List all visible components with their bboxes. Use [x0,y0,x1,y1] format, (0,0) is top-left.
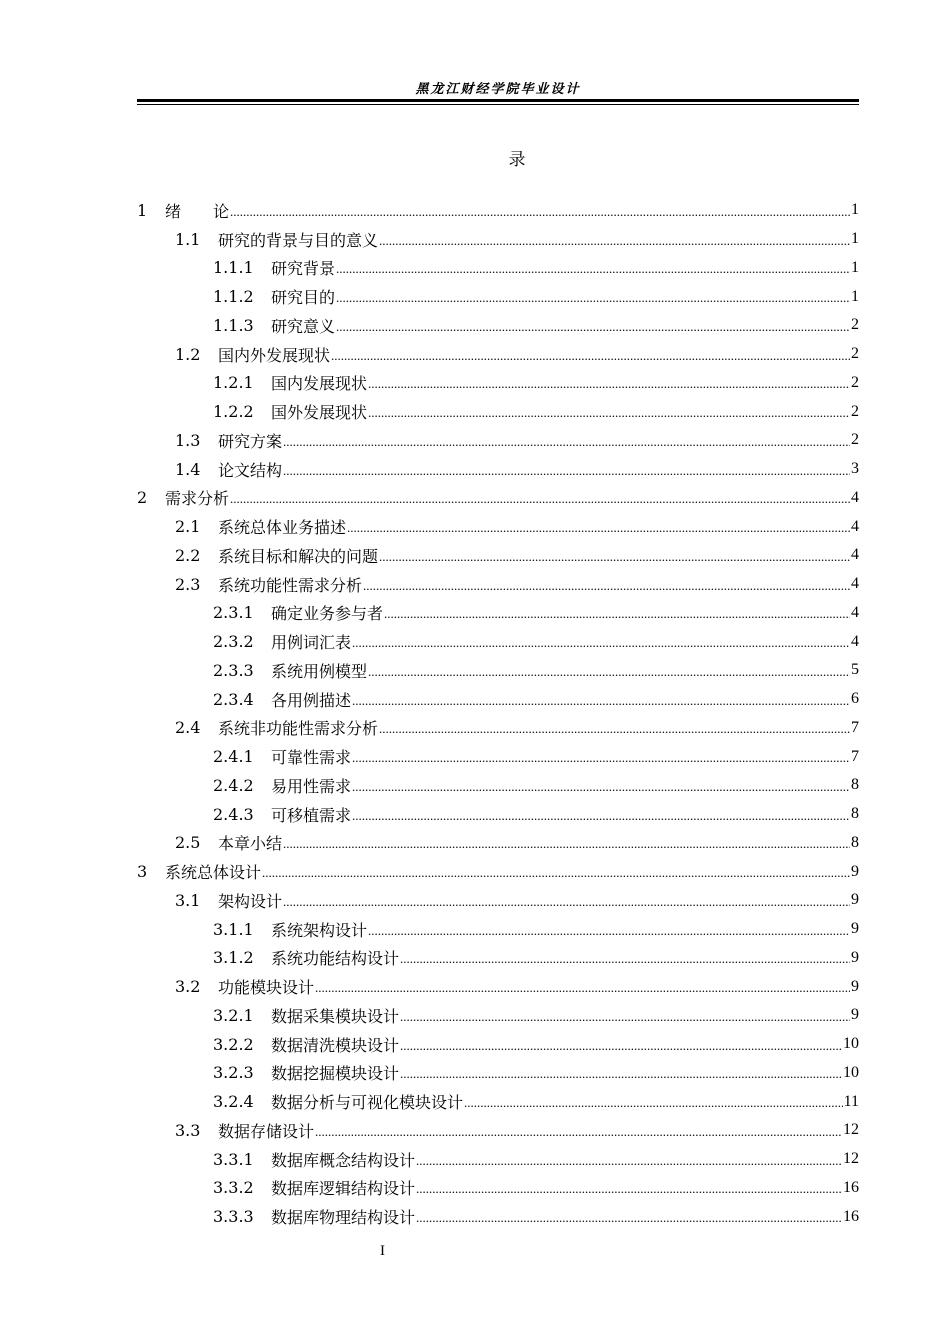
toc-entry-page: 6 [851,690,859,708]
toc-leader-dots [347,517,850,536]
toc-entry[interactable] [137,944,859,973]
toc-entry-number: 2.2 [175,545,201,565]
toc-entry-page: 1 [851,287,859,305]
toc-entry[interactable] [137,1059,859,1088]
toc-entry-page: 8 [851,805,859,823]
toc-entry[interactable] [137,196,859,225]
toc-entry-page: 9 [851,862,859,880]
toc-entry-number: 1 [137,200,148,220]
toc-entry-page: 12 [843,1121,859,1139]
toc-leader-dots [230,488,850,507]
toc-entry-number: 3.3 [175,1120,201,1140]
toc-entry-number: 1.2 [175,344,201,364]
toc-entry-page: 9 [851,920,859,938]
toc-leader-dots [368,661,850,680]
toc-entry[interactable] [137,829,859,858]
toc-entry-page: 4 [851,488,859,506]
toc-entry-title: 数据存储设计 [218,1121,315,1141]
toc-entry-page: 1 [851,258,859,276]
toc-entry-title: 数据库逻辑结构设计 [271,1179,416,1199]
toc-entry-number: 3.1.2 [213,948,254,968]
toc-leader-dots [416,1150,842,1169]
toc-entry-page: 2 [851,345,859,363]
toc-entry-number: 2.4.1 [213,747,254,767]
toc-entry-page: 4 [851,546,859,564]
toc-entry-title: 数据分析与可视化模块设计 [271,1093,464,1113]
toc-entry-number: 2.4.3 [213,804,254,824]
toc-entry-page: 16 [843,1178,859,1196]
toc-entry-title: 研究意义 [271,316,336,336]
toc-entry-page: 1 [851,230,859,248]
toc-entry[interactable] [137,714,859,743]
toc-leader-dots [315,1121,842,1140]
toc-leader-dots [283,891,850,910]
toc-entry-number: 3.3.2 [213,1178,254,1198]
toc-entry-page: 9 [851,1006,859,1024]
toc-entry[interactable] [137,800,859,829]
toc-entry-title: 各用例描述 [271,690,352,710]
toc-entry[interactable] [137,771,859,800]
toc-entry[interactable] [137,570,859,599]
toc-entry[interactable] [137,1145,859,1174]
toc-entry-title: 研究目的 [271,288,336,308]
toc-entry-number: 3.2.3 [213,1063,254,1083]
toc-entry-number: 2 [137,488,148,508]
toc-entry[interactable] [137,886,859,915]
toc-entry[interactable] [137,282,859,311]
toc-entry-number: 2.4.2 [213,775,254,795]
toc-entry-number: 2.3 [175,574,201,594]
toc-entry-title: 系统总体业务描述 [218,518,347,538]
toc-entry-title: 研究背景 [271,259,336,279]
toc-entry-number: 2.4 [175,718,201,738]
page-number: I [380,1243,385,1259]
toc-entry-page: 7 [851,718,859,736]
toc-entry-page: 2 [851,431,859,449]
toc-leader-dots [315,977,850,996]
toc-entry-page: 5 [851,661,859,679]
toc-leader-dots [363,575,850,594]
toc-leader-dots [283,460,850,479]
toc-entry[interactable] [137,455,859,484]
toc-entry-number: 2.3.3 [213,660,254,680]
header-rule-thin [137,104,859,105]
toc-leader-dots [379,718,850,737]
toc-entry[interactable] [137,857,859,886]
toc-entry[interactable] [137,742,859,771]
toc-leader-dots [336,258,850,277]
toc-entry-number: 3.1 [175,890,201,910]
toc-leader-dots [379,546,850,565]
toc-leader-dots [368,373,850,392]
toc-entry-title: 用例词汇表 [271,633,352,653]
toc-entry-title: 易用性需求 [271,776,352,796]
toc-leader-dots [283,833,850,852]
toc-entry-title: 系统总体设计 [165,863,262,883]
toc-entry-number: 1.1.1 [213,258,254,278]
toc-entry-number: 3 [137,862,148,882]
toc-entry-title: 系统用例模型 [271,661,368,681]
toc-leader-dots [368,920,850,939]
toc-entry[interactable] [137,656,859,685]
toc-leader-dots [331,345,850,364]
toc-entry-title: 数据挖掘模块设计 [271,1064,400,1084]
table-of-contents [137,196,859,1231]
toc-leader-dots [400,1063,842,1082]
toc-entry-page: 4 [851,575,859,593]
toc-entry[interactable] [137,397,859,426]
toc-entry-number: 2.3.2 [213,632,254,652]
toc-entry-page: 10 [843,1063,859,1081]
toc-leader-dots [416,1178,842,1197]
toc-entry-title: 系统非功能性需求分析 [218,719,379,739]
toc-leader-dots [400,1035,842,1054]
toc-entry-title: 研究方案 [218,431,283,451]
toc-leader-dots [416,1207,842,1226]
toc-entry-number: 3.3.1 [213,1149,254,1169]
toc-entry[interactable] [137,541,859,570]
toc-leader-dots [336,287,850,306]
header-rule-thick [137,99,859,102]
toc-entry-number: 1.2.2 [213,402,254,422]
toc-entry-number: 3.1.1 [213,919,254,939]
toc-leader-dots [352,747,850,766]
toc-entry[interactable] [137,599,859,628]
toc-entry-page: 11 [843,1092,859,1110]
toc-entry[interactable] [137,512,859,541]
toc-leader-dots [336,316,850,335]
toc-entry-page: 2 [851,316,859,334]
toc-entry-number: 1.4 [175,459,201,479]
toc-entry-page: 12 [843,1150,859,1168]
toc-entry[interactable] [137,1174,859,1203]
toc-leader-dots [283,431,850,450]
toc-entry-title: 架构设计 [218,891,283,911]
toc-entry[interactable] [137,627,859,656]
toc-entry-title: 研究的背景与目的意义 [218,230,379,250]
toc-entry[interactable] [137,1116,859,1145]
toc-entry-title: 数据采集模块设计 [271,1006,400,1026]
toc-entry-number: 3.2.4 [213,1092,254,1112]
toc-entry-title: 绪 论 [165,201,230,221]
toc-entry-page: 16 [843,1207,859,1225]
toc-entry[interactable] [137,1087,859,1116]
toc-leader-dots [400,948,850,967]
page-header: 黑龙江财经学院毕业设计 [415,82,581,97]
toc-leader-dots [352,776,850,795]
toc-entry-title: 系统架构设计 [271,920,368,940]
toc-entry-title: 系统目标和解决的问题 [218,546,379,566]
toc-entry-title: 可靠性需求 [271,748,352,768]
toc-entry-page: 4 [851,517,859,535]
toc-entry-title: 国外发展现状 [271,403,368,423]
toc-leader-dots [230,201,850,220]
toc-entry-page: 4 [851,632,859,650]
toc-entry-number: 3.2.2 [213,1034,254,1054]
toc-entry-page: 8 [851,776,859,794]
toc-entry[interactable] [137,972,859,1001]
toc-leader-dots [352,805,850,824]
toc-entry[interactable] [137,369,859,398]
toc-entry-page: 9 [851,948,859,966]
toc-entry-title: 论文结构 [218,460,283,480]
toc-title: 录 [508,150,526,170]
toc-leader-dots [379,230,850,249]
toc-entry-title: 确定业务参与者 [271,604,384,624]
toc-entry-number: 2.5 [175,833,201,853]
toc-entry-number: 1.1.2 [213,287,254,307]
toc-entry-page: 1 [851,201,859,219]
toc-entry-page: 7 [851,747,859,765]
toc-entry[interactable] [137,340,859,369]
toc-entry-page: 4 [851,603,859,621]
toc-entry-page: 10 [843,1035,859,1053]
toc-entry[interactable] [137,484,859,513]
toc-entry-page: 8 [851,833,859,851]
toc-entry-page: 3 [851,460,859,478]
toc-entry-number: 3.3.3 [213,1207,254,1227]
toc-entry[interactable] [137,225,859,254]
toc-entry-page: 9 [851,977,859,995]
toc-entry[interactable] [137,685,859,714]
toc-entry[interactable] [137,1030,859,1059]
toc-entry-title: 数据库概念结构设计 [271,1150,416,1170]
toc-entry-title: 功能模块设计 [218,978,315,998]
toc-entry-title: 可移植需求 [271,805,352,825]
toc-entry[interactable] [137,1001,859,1030]
toc-entry-number: 1.1.3 [213,315,254,335]
toc-entry-title: 系统功能性需求分析 [218,575,363,595]
toc-entry-title: 需求分析 [165,489,230,509]
toc-entry-title: 数据库物理结构设计 [271,1208,416,1228]
toc-leader-dots [384,603,850,622]
toc-leader-dots [464,1092,843,1111]
toc-entry[interactable] [137,311,859,340]
toc-leader-dots [368,402,850,421]
toc-leader-dots [400,1006,850,1025]
toc-entry-title: 本章小结 [218,834,283,854]
toc-entry[interactable] [137,254,859,283]
toc-entry-number: 2.3.4 [213,689,254,709]
toc-entry-number: 3.2 [175,977,201,997]
toc-leader-dots [352,632,850,651]
toc-entry-title: 国内发展现状 [271,374,368,394]
toc-entry-number: 1.2.1 [213,373,254,393]
toc-entry[interactable] [137,915,859,944]
toc-entry-page: 2 [851,373,859,391]
toc-entry[interactable] [137,426,859,455]
toc-entry-number: 1.1 [175,229,201,249]
toc-entry-page: 9 [851,891,859,909]
toc-leader-dots [262,862,850,881]
toc-entry-number: 1.3 [175,430,201,450]
toc-leader-dots [352,690,850,709]
toc-entry-title: 国内外发展现状 [218,345,331,365]
toc-entry-title: 数据清洗模块设计 [271,1035,400,1055]
toc-entry-number: 2.1 [175,517,201,537]
toc-entry-page: 2 [851,402,859,420]
toc-entry[interactable] [137,1202,859,1231]
toc-entry-title: 系统功能结构设计 [271,949,400,969]
toc-entry-number: 3.2.1 [213,1005,254,1025]
toc-entry-number: 2.3.1 [213,603,254,623]
